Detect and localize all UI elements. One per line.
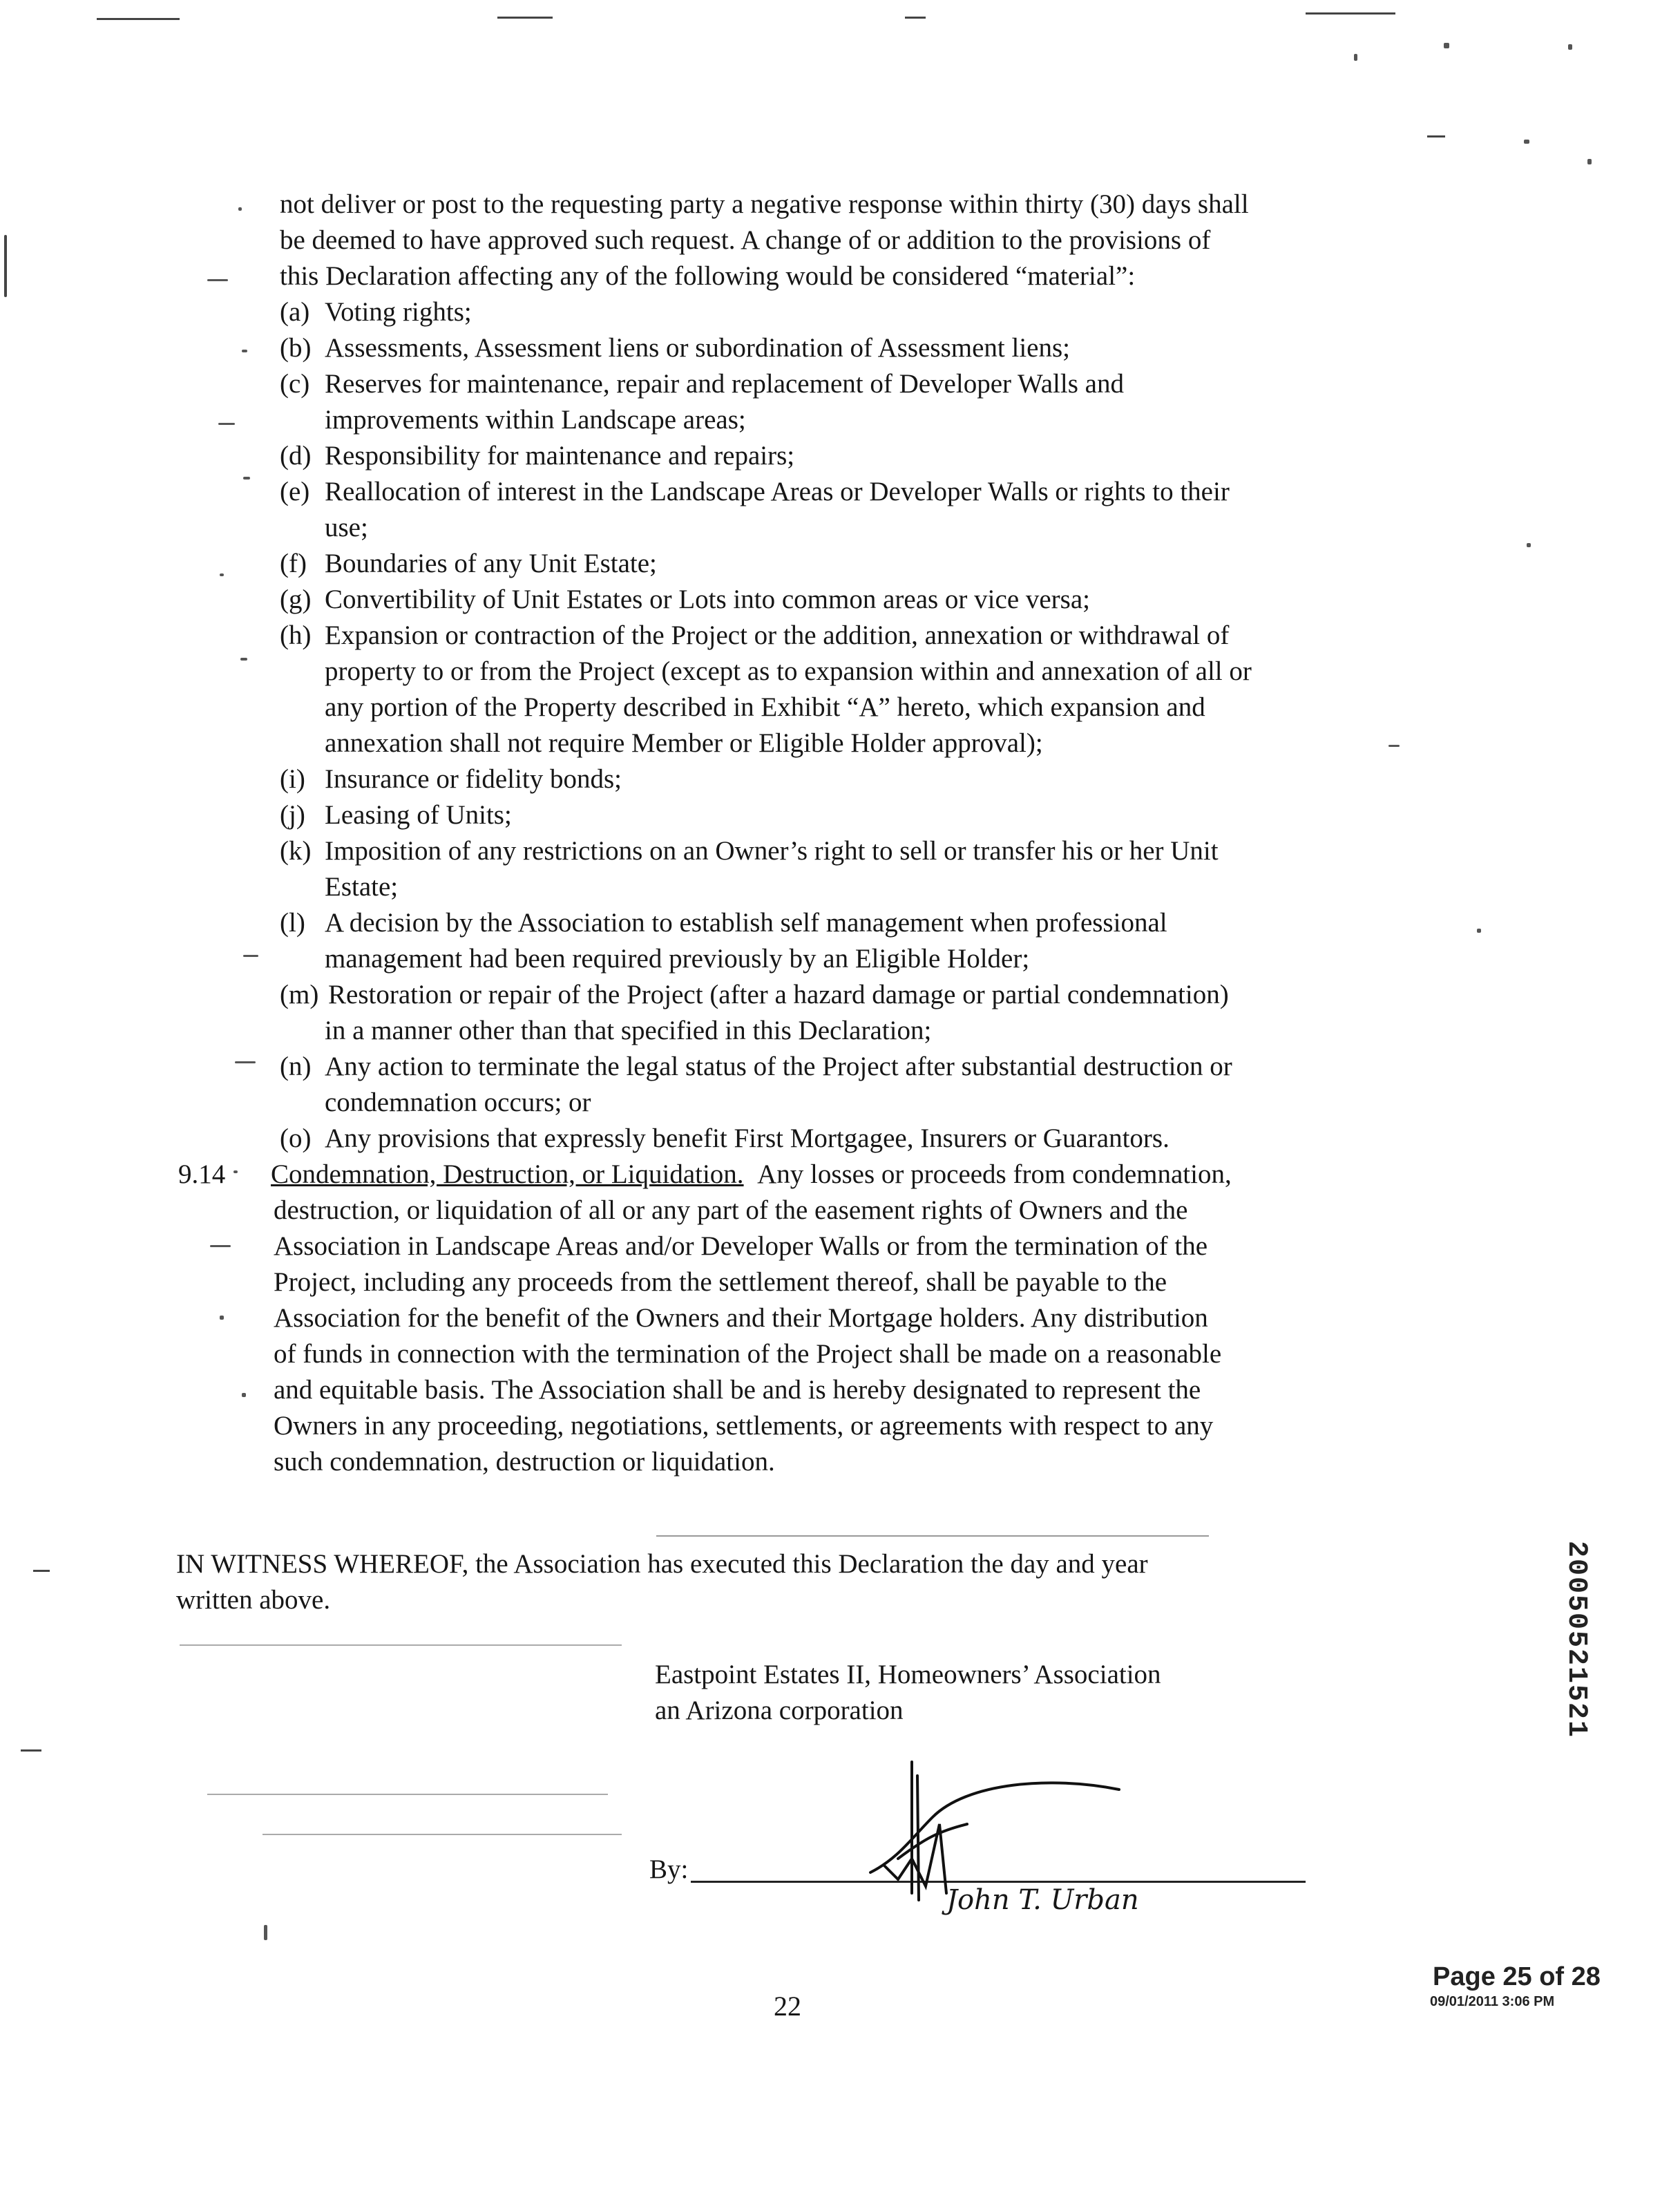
- list-item-text: Leasing of Units;: [325, 800, 512, 830]
- list-item-label: (o): [280, 1123, 312, 1153]
- list-item-text: management had been required previously by an Eligible Holder;: [325, 944, 1030, 974]
- by-label: By:: [649, 1854, 689, 1884]
- section-heading: [271, 1158, 1232, 1191]
- list-item-text: A decision by the Association to establish self management when professional: [325, 908, 1167, 938]
- scan-mark: [4, 235, 7, 297]
- list-item-label: (c): [280, 369, 310, 399]
- witness-line: IN WITNESS WHEREOF, the Association has executed this Declaration the day and year: [176, 1549, 1148, 1579]
- scan-mark: [1568, 44, 1572, 50]
- list-item-label: (h): [280, 620, 312, 650]
- footer-page-of: Page 25 of 28: [1433, 1962, 1601, 1991]
- intro-line: not deliver or post to the requesting party a negative response within thirty (30) days shall: [280, 189, 1249, 219]
- scan-mark: [1388, 745, 1400, 747]
- scan-mark: [207, 1794, 608, 1795]
- list-item-text: any portion of the Property described in Exhibit “A” hereto, which expansion and: [325, 692, 1205, 722]
- scan-mark: [97, 18, 180, 20]
- list-item-text: property to or from the Project (except as to expansion within and annexation of all or: [325, 656, 1252, 686]
- list-item-text: annexation shall not require Member or Eligible Holder approval);: [325, 728, 1043, 758]
- scan-mark: [233, 1170, 238, 1173]
- section-line: destruction, or liquidation of all or any part of the easement rights of Owners and the: [274, 1195, 1188, 1225]
- section-line: Association in Landscape Areas and/or Developer Walls or from the termination of the: [274, 1231, 1208, 1261]
- list-item-text: Reserves for maintenance, repair and replacement of Developer Walls and: [325, 369, 1124, 399]
- scan-mark: [243, 955, 258, 957]
- scan-mark: [656, 1535, 1209, 1537]
- section-line: and equitable basis. The Association shall be and is hereby designated to represent the: [274, 1375, 1201, 1405]
- scan-mark: [242, 350, 247, 352]
- scan-mark: [242, 1393, 246, 1397]
- scan-mark: [33, 1570, 50, 1572]
- scan-mark: [21, 1749, 41, 1752]
- scan-mark: [235, 1061, 256, 1063]
- section-line: Project, including any proceeds from the settlement thereof, shall be payable to the: [274, 1267, 1167, 1297]
- list-item-text: Voting rights;: [325, 297, 472, 327]
- list-item-text: Expansion or contraction of the Project or the addition, annexation or withdrawal of: [325, 620, 1230, 650]
- list-item-text: Convertibility of Unit Estates or Lots into common areas or vice versa;: [325, 585, 1090, 614]
- page-number: 22: [774, 1991, 801, 2022]
- recording-number: 20050521521: [1560, 1541, 1592, 1739]
- list-item-text: improvements within Landscape areas;: [325, 405, 746, 435]
- handwritten-name: John T. Urban: [946, 1884, 1139, 1916]
- list-item-label: (e): [280, 477, 310, 506]
- scan-mark: [1354, 54, 1357, 61]
- scan-mark: [243, 477, 250, 480]
- signatory-org-type: an Arizona corporation: [655, 1696, 904, 1725]
- list-item-text: Responsibility for maintenance and repairs;: [325, 441, 795, 471]
- scan-mark: [240, 658, 247, 661]
- list-item-text: Any action to terminate the legal status of the Project after substantial destruction or: [325, 1052, 1232, 1081]
- witness-line: written above.: [176, 1585, 331, 1615]
- list-item-text: Insurance or fidelity bonds;: [325, 764, 622, 794]
- scan-mark: [1527, 543, 1531, 547]
- section-text: Any losses or proceeds from condemnation,: [757, 1159, 1232, 1189]
- scan-mark: [220, 573, 224, 576]
- list-item-label: (i): [280, 764, 305, 794]
- list-item-text: use;: [325, 513, 368, 542]
- scan-mark: [220, 1316, 224, 1320]
- list-item-text: Reallocation of interest in the Landscape Areas or Developer Walls or rights to their: [325, 477, 1230, 506]
- scan-mark: [238, 207, 242, 211]
- list-item-label: (b): [280, 333, 312, 363]
- list-item-label: (l): [280, 908, 305, 938]
- scan-mark: [1306, 12, 1395, 15]
- list-item-text: condemnation occurs; or: [325, 1088, 591, 1117]
- section-heading-text: Condemnation, Destruction, or Liquidation.: [271, 1159, 744, 1189]
- list-item-label: (f): [280, 549, 307, 578]
- scan-mark: [1524, 140, 1529, 144]
- scan-mark: [497, 17, 553, 19]
- scan-mark: [262, 1834, 622, 1835]
- list-item-text: Boundaries of any Unit Estate;: [325, 549, 657, 578]
- section-line: Owners in any proceeding, negotiations, settlements, or agreements with respect to any: [274, 1411, 1214, 1441]
- intro-line: be deemed to have approved such request. A change of or addition to the provisions of: [280, 225, 1211, 255]
- scan-mark: [1444, 43, 1449, 48]
- list-item-text: Any provisions that expressly benefit First Mortgagee, Insurers or Guarantors.: [325, 1123, 1170, 1153]
- list-item-label: (a): [280, 297, 310, 327]
- scan-mark: [1477, 929, 1481, 933]
- list-item-text: Estate;: [325, 872, 399, 902]
- list-item-text: in a manner other than that specified in this Declaration;: [325, 1016, 932, 1045]
- list-item-label: (j): [280, 800, 305, 830]
- list-item-label: (m): [280, 980, 319, 1009]
- scan-mark: [1587, 159, 1592, 164]
- list-item-text: Imposition of any restrictions on an Owner’s right to sell or transfer his or her Unit: [325, 836, 1219, 866]
- scan-mark: [218, 423, 235, 425]
- list-item-label: (g): [280, 585, 312, 614]
- section-line: such condemnation, destruction or liquidation.: [274, 1447, 775, 1477]
- section-line: of funds in connection with the termination of the Project shall be made on a reasonable: [274, 1339, 1222, 1369]
- section-number: 9.14: [178, 1159, 226, 1189]
- list-item-text: Assessments, Assessment liens or subordination of Assessment liens;: [325, 333, 1070, 363]
- signatory-org: Eastpoint Estates II, Homeowners’ Association: [655, 1660, 1161, 1689]
- footer-timestamp: 09/01/2011 3:06 PM: [1430, 1994, 1555, 2009]
- scan-mark: [905, 17, 926, 19]
- scan-mark: [210, 1245, 231, 1247]
- scan-mark: [180, 1644, 622, 1646]
- list-item-text: Restoration or repair of the Project (after a hazard damage or partial condemnation): [328, 980, 1229, 1009]
- list-item-label: (n): [280, 1052, 312, 1081]
- scan-mark: [207, 279, 228, 281]
- intro-line: this Declaration affecting any of the following would be considered “material”:: [280, 261, 1136, 291]
- list-item-label: (k): [280, 836, 312, 866]
- section-line: Association for the benefit of the Owners and their Mortgage holders. Any distribution: [274, 1303, 1208, 1333]
- scan-mark: [1427, 135, 1445, 137]
- scan-mark: [264, 1925, 267, 1940]
- list-item-label: (d): [280, 441, 312, 471]
